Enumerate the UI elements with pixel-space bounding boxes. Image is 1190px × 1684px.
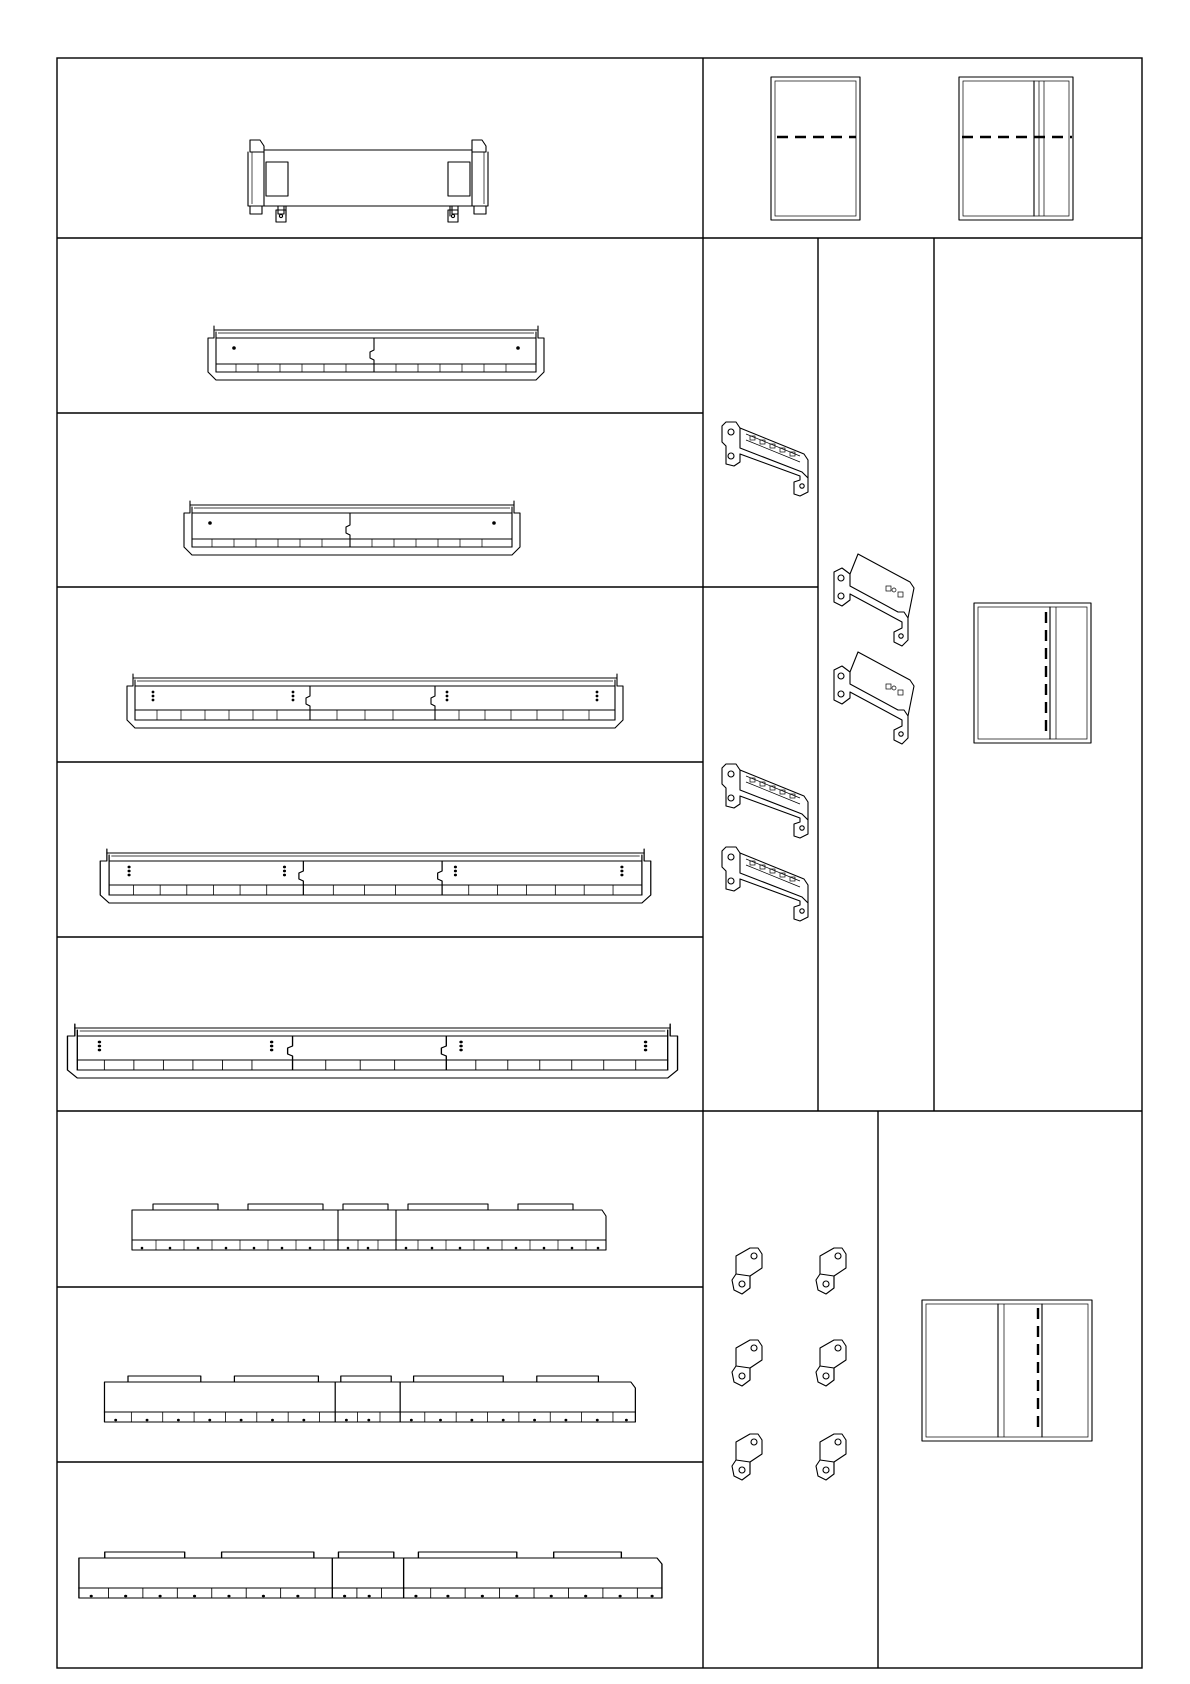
door-panel-icon [771,77,1073,220]
clip-icon [816,1434,846,1480]
rail-icon [67,1024,677,1078]
bracket-icon [722,764,808,838]
clip-icon [816,1340,846,1386]
plinth-icon [79,1552,662,1598]
clip-icon [732,1434,762,1480]
bracket-icon [834,652,914,744]
plinth-icon [104,1376,635,1422]
clip-icon [732,1340,762,1386]
clip-icon [732,1248,762,1294]
bracket-icon [722,847,808,921]
rail-icon [100,849,651,903]
rail-icon [184,501,520,555]
door-panel-icon [974,603,1091,743]
rail-icon [208,326,544,380]
bracket-icon [722,422,808,496]
clip-icon [816,1248,846,1294]
door-panel-icon [922,1300,1092,1441]
end-frame-icon [248,140,488,222]
rail-icon [127,674,623,728]
sheet-grid [57,58,1142,1668]
bracket-icon [834,554,914,646]
plinth-icon [132,1204,606,1250]
